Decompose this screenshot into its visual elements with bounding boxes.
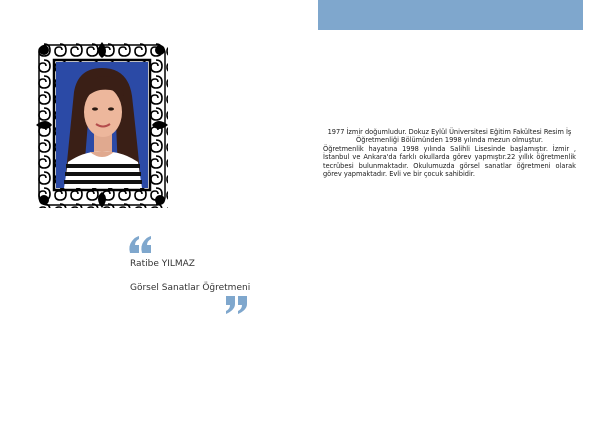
- portrait-frame: [36, 42, 168, 208]
- bio-paragraph-2: Öğretmenlik hayatına 1998 yılında Salihli Lisesinde başlamıştır. İzmir , İstanbul ve Ankara'da farklı okullarda görev yapmıştır.22 yıllık öğretmenlik tecrübesi bulunmaktadır. Okulumuzda görsel sanatlar öğretmeni olarak görev yapmaktadır. Evli ve bir çocuk sahibidir.: [323, 144, 576, 179]
- teacher-role: Görsel Sanatlar Öğretmeni: [130, 283, 251, 293]
- biography-text: [323, 128, 576, 178]
- open-quote-icon: [128, 236, 152, 258]
- header-accent-band: [318, 0, 583, 30]
- close-quote-icon: [225, 296, 249, 318]
- teacher-name: Ratibe YILMAZ: [130, 259, 195, 269]
- bio-paragraph-1: 1977 İzmir doğumludur. Dokuz Eylül Üniversitesi Eğitim Fakültesi Resim İş Öğretmenliği Bölümünden 1998 yılında mezun olmuştur.: [327, 128, 572, 145]
